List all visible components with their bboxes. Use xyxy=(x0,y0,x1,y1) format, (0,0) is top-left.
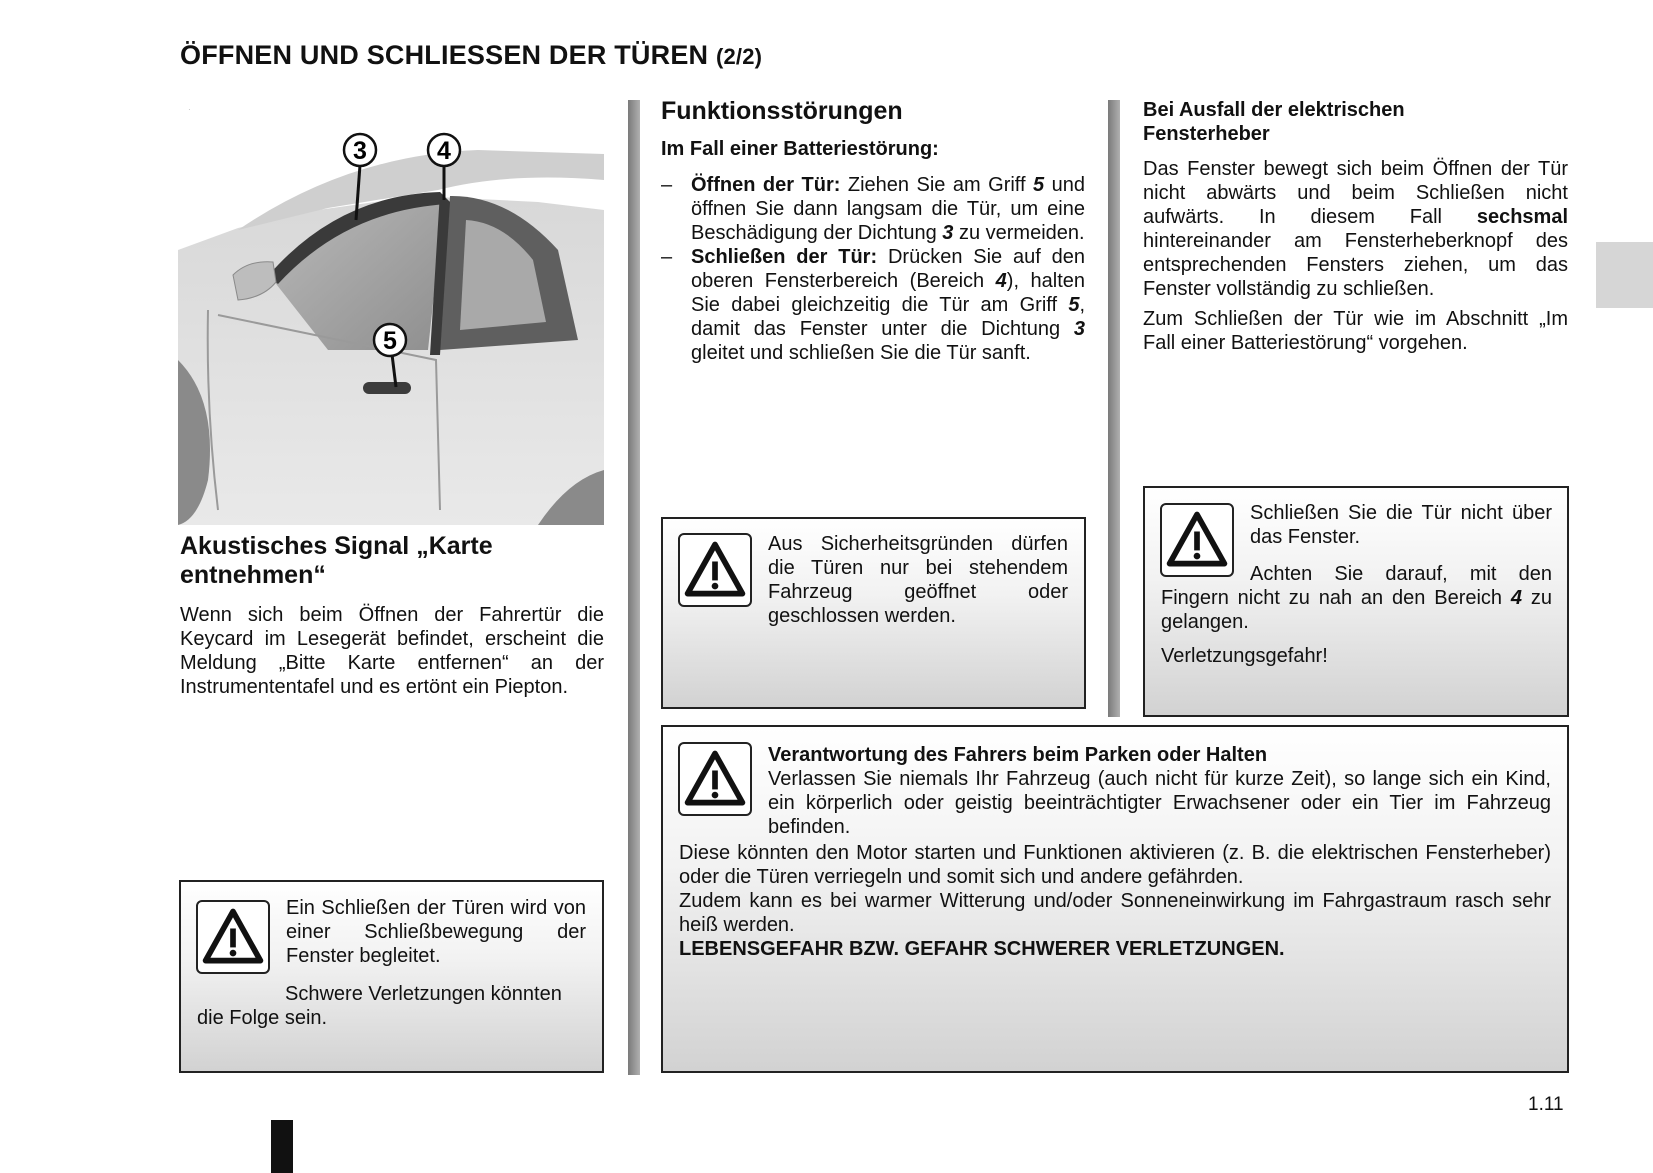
title-text: ÖFFNEN UND SCHLIESSEN DER TÜREN xyxy=(180,40,709,70)
electric-p1: Das Fenster bewegt sich beim Öffnen der Tür nicht abwärts und beim Schließen nicht aufwärts. In diesem Fall sechsmal hintereinander am Fensterheberknopf des entsprechenden Fensters ziehen, um das Fenster vollständig zu schließen. xyxy=(1143,158,1568,300)
callout-4 xyxy=(428,134,460,166)
warning-bottom-heading: Verantwortung des Fahrers beim Parken oder Halten xyxy=(768,744,1268,766)
warning-bottom-p3: Zudem kann es bei warmer Witterung und/oder Sonneneinwirkung im Fahrgastraum rasch sehr heiß werden. xyxy=(679,890,1551,936)
acoustic-heading: Akustisches Signal „Karte entnehmen“ xyxy=(180,532,493,589)
warning-bottom-p1: Verlassen Sie niemals Ihr Fahrzeug (auch nicht für kurze Zeit), so lange sich ein Kind, ein körperlich oder geistig beeinträchtigter Erwachsener oder ein Tier im Fahrzeug befinden. xyxy=(768,768,1551,838)
warning-box-doors-closing xyxy=(179,880,604,1073)
title-suffix: (2/2) xyxy=(715,44,763,69)
corner-marker xyxy=(271,1120,293,1173)
warning-left-p1: Ein Schließen der Türen wird von einer Schließbewegung der Fenster begleitet. xyxy=(286,897,586,967)
warning-bottom-p2: Diese könnten den Motor starten und Funktionen aktivieren (z. B. die elektrischen Fensterheber) oder die Türen verriegeln und somit sich und andere gefährden. xyxy=(679,842,1551,888)
malfunctions-heading: Funktionsstörungen xyxy=(661,97,903,125)
page-number: 1.11 xyxy=(1528,1094,1564,1115)
electric-text xyxy=(1143,157,1568,361)
electric-heading: Bei Ausfall der elektrischen Fensterheber xyxy=(1143,99,1405,145)
warning-right-p1: Schließen Sie die Tür nicht über das Fenster. xyxy=(1250,502,1552,548)
electric-p2: Zum Schließen der Tür wie im Abschnitt „Im Fall einer Batteriestörung“ vorgehen. xyxy=(1143,308,1568,354)
list-item-close: – Schließen der Tür: Drücken Sie auf den oberen Fensterbereich (Bereich 4), halten Sie dabei gleichzeitig die Tür am Griff 5, damit das Fenster unter die Dichtung 3 gleitet und schließen Sie die Tür sanft. xyxy=(661,246,1086,364)
warning-left-p2: Schwere Verletzungen könnten die Folge sein. xyxy=(197,983,562,1029)
svg-text:4: 4 xyxy=(437,137,451,165)
warning-bottom-p4: LEBENSGEFAHR BZW. GEFAHR SCHWERER VERLETZUNGEN. xyxy=(679,938,1285,960)
list-item-open: – Öffnen der Tür: Ziehen Sie am Griff 5 und öffnen Sie dann langsam die Tür, um eine Beschädigung der Dichtung 3 zu vermeiden. xyxy=(661,174,1085,244)
callout-3 xyxy=(344,134,376,166)
acoustic-text: Wenn sich beim Öffnen der Fahrertür die Keycard im Lesegerät befindet, erscheint die Meldung „Bitte Karte entfernen“ an der Instrumententafel und es ertönt ein Piepton. xyxy=(180,604,604,698)
callout-5 xyxy=(374,324,406,356)
svg-text:5: 5 xyxy=(383,327,397,355)
warning-box-finger-trap xyxy=(1143,486,1569,717)
warning-triangle-icon xyxy=(196,900,270,974)
car-door-illustration xyxy=(178,110,604,525)
chapter-tab xyxy=(1596,242,1653,308)
column-divider-left xyxy=(628,100,640,1075)
column-divider-right xyxy=(1108,100,1120,717)
warning-triangle-icon xyxy=(678,742,752,816)
warning-box-vehicle-stationary xyxy=(661,517,1086,709)
page-title xyxy=(180,40,762,71)
svg-text:3: 3 xyxy=(353,137,367,165)
malfunctions-list xyxy=(661,173,1085,365)
malfunctions-subheading: Im Fall einer Batteriestörung: xyxy=(661,138,939,160)
warning-right-p3: Verletzungsgefahr! xyxy=(1161,645,1328,667)
warning-mid-text: Aus Sicherheitsgründen dürfen die Türen nur bei stehendem Fahrzeug geöffnet oder geschlossen werden. xyxy=(768,533,1068,627)
warning-box-driver-responsibility xyxy=(661,725,1569,1073)
warning-right-p2: Achten Sie darauf, mit den Fingern nicht zu nah an den Bereich 4 zu gelangen. xyxy=(1161,563,1552,633)
warning-triangle-icon xyxy=(678,533,752,607)
